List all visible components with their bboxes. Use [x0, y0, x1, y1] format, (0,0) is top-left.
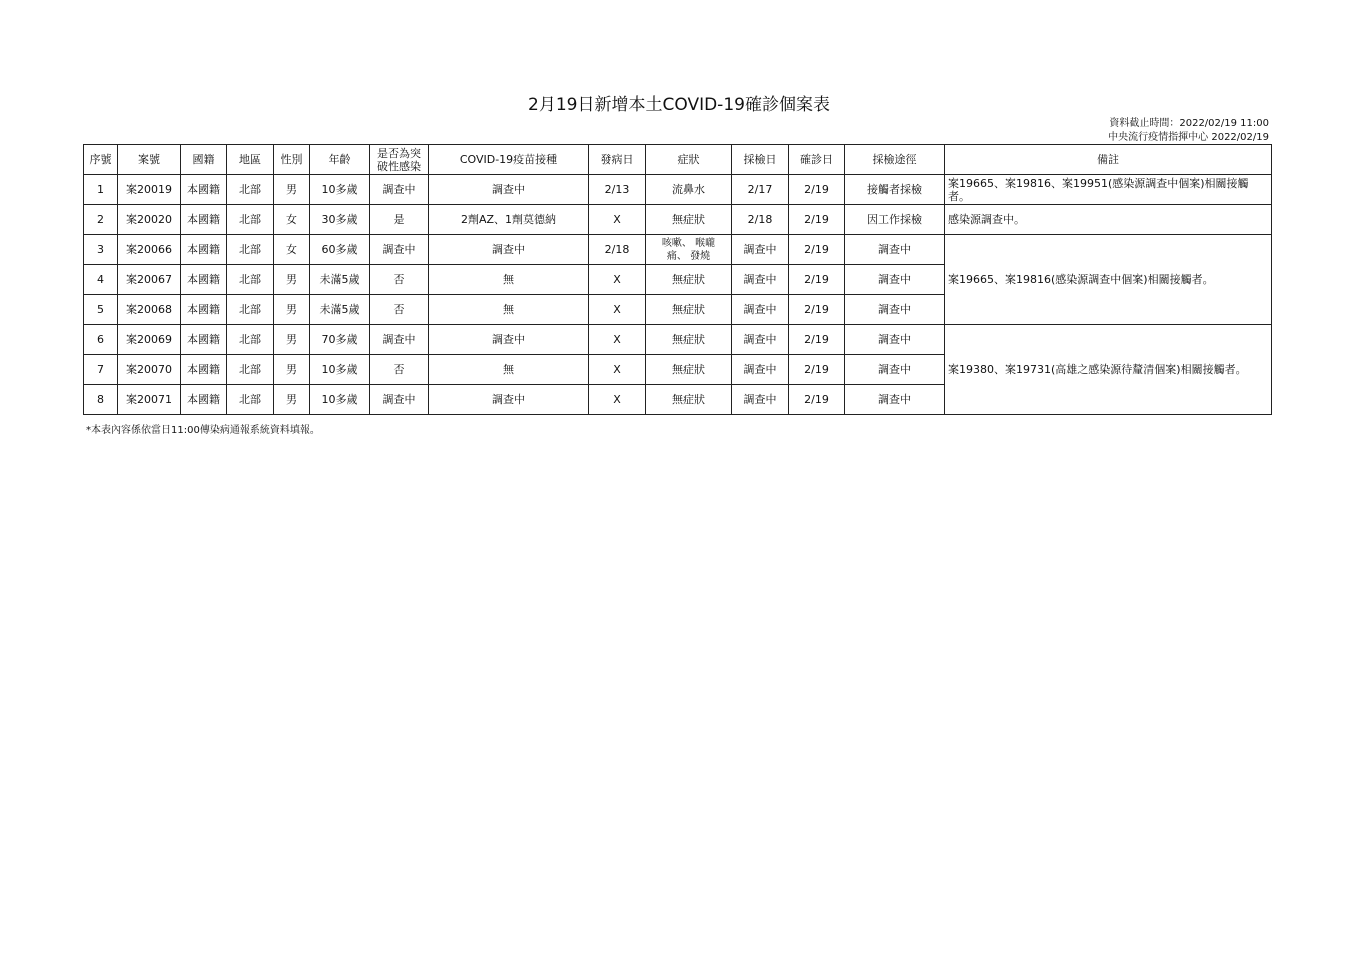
table-cell: 調查中 — [845, 235, 945, 265]
table-cell: X — [589, 205, 646, 235]
table-cell: 6 — [84, 325, 118, 355]
table-cell: 調查中 — [429, 175, 589, 205]
table-cell: 調查中 — [429, 235, 589, 265]
table-cell: 是 — [370, 205, 429, 235]
table-cell: 無症狀 — [646, 295, 732, 325]
table-cell: 接觸者採檢 — [845, 175, 945, 205]
table-cell: X — [589, 265, 646, 295]
table-cell: 本國籍 — [181, 235, 227, 265]
header-cell: 地區 — [227, 145, 274, 175]
header-row — [84, 145, 1272, 175]
table-cell: 1 — [84, 175, 118, 205]
table-cell: 調查中 — [732, 385, 789, 415]
table-cell: 否 — [370, 355, 429, 385]
table-cell: 北部 — [227, 385, 274, 415]
table-cell: 未滿5歲 — [310, 295, 370, 325]
table-cell: 案20069 — [118, 325, 181, 355]
table-cell: 否 — [370, 265, 429, 295]
table-cell: 2/19 — [789, 205, 845, 235]
table-cell: 2/19 — [789, 295, 845, 325]
case-table — [83, 144, 1272, 415]
table-cell: 4 — [84, 265, 118, 295]
table-cell: 男 — [274, 325, 310, 355]
table-cell: 男 — [274, 385, 310, 415]
table-cell: 7 — [84, 355, 118, 385]
table-cell: 案20019 — [118, 175, 181, 205]
table-cell: 本國籍 — [181, 295, 227, 325]
header-cell: 國籍 — [181, 145, 227, 175]
data-cutoff-time: 資料截止時間：2022/02/19 11:00 — [1109, 118, 1269, 129]
table-cell: 案20020 — [118, 205, 181, 235]
table-cell: 2/17 — [732, 175, 789, 205]
table-cell: 無症狀 — [646, 385, 732, 415]
table-cell: 調查中 — [732, 265, 789, 295]
table-cell: 調查中 — [370, 325, 429, 355]
table-cell: 男 — [274, 175, 310, 205]
table-cell: 咳嗽、 喉嚨痛、 發燒 — [646, 235, 732, 265]
footnote: *本表內容係依當日11:00傳染病通報系統資料填報。 — [86, 425, 320, 436]
table-cell: 男 — [274, 295, 310, 325]
table-cell: 調查中 — [370, 175, 429, 205]
table-cell: 2/19 — [789, 235, 845, 265]
table-cell: 無 — [429, 265, 589, 295]
remark-cell: 案19380、案19731(高雄之感染源待釐清個案)相關接觸者。 — [945, 325, 1272, 415]
table-cell: 無 — [429, 295, 589, 325]
table-row — [84, 205, 1272, 235]
header-cell: COVID-19疫苗接種 — [429, 145, 589, 175]
table-cell: 2/13 — [589, 175, 646, 205]
table-cell: 10多歲 — [310, 355, 370, 385]
table-cell: 案20068 — [118, 295, 181, 325]
remark-cell: 案19665、案19816、案19951(感染源調查中個案)相關接觸者。 — [945, 175, 1272, 205]
table-cell: 10多歲 — [310, 385, 370, 415]
header-cell: 案號 — [118, 145, 181, 175]
table-cell: 否 — [370, 295, 429, 325]
header-cell: 年齡 — [310, 145, 370, 175]
table-cell: 案20070 — [118, 355, 181, 385]
table-cell: 2劑AZ、1劑莫德納 — [429, 205, 589, 235]
table-cell: 無症狀 — [646, 325, 732, 355]
table-cell: 調查中 — [845, 355, 945, 385]
table-cell: 2/19 — [789, 265, 845, 295]
table-cell: 無症狀 — [646, 265, 732, 295]
table-cell: 70多歲 — [310, 325, 370, 355]
table-cell: 30多歲 — [310, 205, 370, 235]
table-cell: 調查中 — [845, 295, 945, 325]
table-cell: 無症狀 — [646, 355, 732, 385]
table-cell: 2/18 — [589, 235, 646, 265]
header-cell: 備註 — [945, 145, 1272, 175]
table-cell: X — [589, 355, 646, 385]
header-cell: 序號 — [84, 145, 118, 175]
table-cell: 2/18 — [732, 205, 789, 235]
table-cell: 調查中 — [845, 385, 945, 415]
table-cell: 2/19 — [789, 355, 845, 385]
table-cell: 因工作採檢 — [845, 205, 945, 235]
table-cell: 2/19 — [789, 325, 845, 355]
header-cell: 採檢日 — [732, 145, 789, 175]
table-cell: 北部 — [227, 235, 274, 265]
table-cell: 8 — [84, 385, 118, 415]
header-cell: 採檢途徑 — [845, 145, 945, 175]
table-cell: 本國籍 — [181, 355, 227, 385]
table-cell: 北部 — [227, 355, 274, 385]
table-cell: 10多歲 — [310, 175, 370, 205]
table-cell: 調查中 — [429, 385, 589, 415]
table-cell: 本國籍 — [181, 385, 227, 415]
table-cell: 調查中 — [370, 385, 429, 415]
table-cell: 調查中 — [732, 325, 789, 355]
remark-cell: 感染源調查中。 — [945, 205, 1272, 235]
table-cell: 男 — [274, 265, 310, 295]
table-cell: 未滿5歲 — [310, 265, 370, 295]
table-cell: 本國籍 — [181, 265, 227, 295]
table-row — [84, 175, 1272, 205]
header-cell: 症狀 — [646, 145, 732, 175]
table-cell: 北部 — [227, 175, 274, 205]
table-cell: 調查中 — [845, 325, 945, 355]
table-cell: 北部 — [227, 295, 274, 325]
header-cell: 是否為突破性感染 — [370, 145, 429, 175]
table-cell: 北部 — [227, 205, 274, 235]
table-cell: 調查中 — [732, 355, 789, 385]
table-cell: 3 — [84, 235, 118, 265]
header-cell: 發病日 — [589, 145, 646, 175]
page-title: 2月19日新增本土COVID-19確診個案表 — [528, 95, 830, 115]
table-cell: 調查中 — [429, 325, 589, 355]
table-cell: 2/19 — [789, 385, 845, 415]
table-cell: X — [589, 325, 646, 355]
table-cell: 女 — [274, 235, 310, 265]
header-cell: 性別 — [274, 145, 310, 175]
table-cell: 女 — [274, 205, 310, 235]
source-agency: 中央流行疫情指揮中心 2022/02/19 — [1108, 132, 1269, 143]
table-cell: 男 — [274, 355, 310, 385]
header-cell: 確診日 — [789, 145, 845, 175]
table-cell: 調查中 — [845, 265, 945, 295]
table-cell: 案20067 — [118, 265, 181, 295]
table-cell: 本國籍 — [181, 175, 227, 205]
table-cell: 本國籍 — [181, 205, 227, 235]
table-cell: 案20066 — [118, 235, 181, 265]
table-cell: 5 — [84, 295, 118, 325]
table-cell: 2 — [84, 205, 118, 235]
table-cell: 調查中 — [732, 295, 789, 325]
remark-cell: 案19665、案19816(感染源調查中個案)相關接觸者。 — [945, 235, 1272, 325]
table-cell: 60多歲 — [310, 235, 370, 265]
table-cell: 本國籍 — [181, 325, 227, 355]
table-cell: 北部 — [227, 265, 274, 295]
table-cell: 2/19 — [789, 175, 845, 205]
table-cell: 流鼻水 — [646, 175, 732, 205]
table-cell: 無症狀 — [646, 205, 732, 235]
table-row — [84, 235, 1272, 265]
table-row — [84, 325, 1272, 355]
table-cell: X — [589, 385, 646, 415]
table-cell: 調查中 — [370, 235, 429, 265]
table-cell: 無 — [429, 355, 589, 385]
table-cell: X — [589, 295, 646, 325]
table-cell: 案20071 — [118, 385, 181, 415]
table-cell: 北部 — [227, 325, 274, 355]
table-cell: 調查中 — [732, 235, 789, 265]
